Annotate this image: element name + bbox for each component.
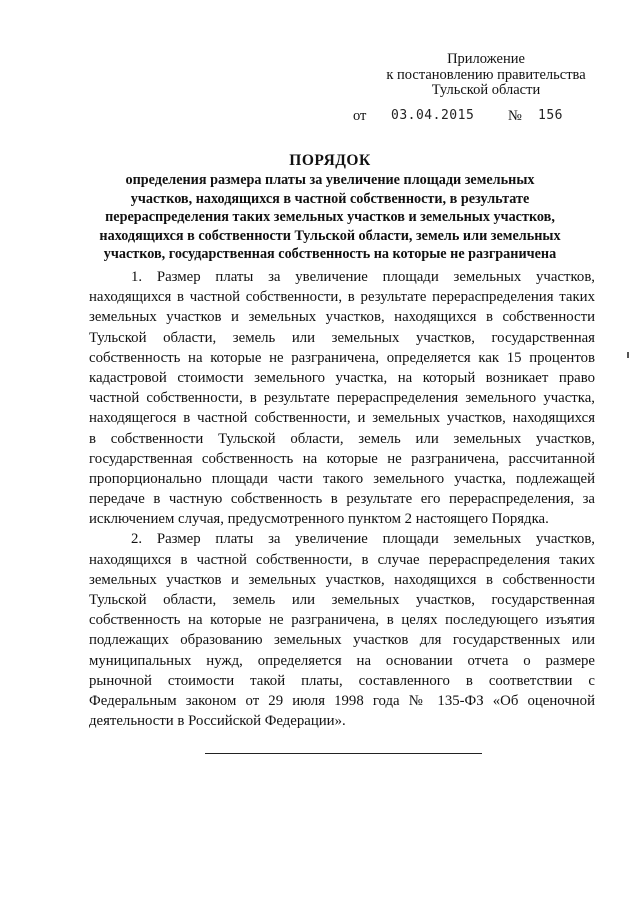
paragraph-line: подлежащих образованию земельных участков для государственных или	[89, 632, 595, 649]
paragraph-1	[89, 267, 595, 529]
paragraph-line: Тульской области, земель или земельных участков, государственная	[89, 592, 595, 608]
appendix-line: к постановлению правительства	[386, 66, 586, 83]
appendix-line: Тульской области	[431, 82, 541, 98]
scan-artifact-mark	[627, 352, 629, 358]
paragraph-line: 2. Размер платы за увеличение площади земельных участков,	[131, 531, 595, 548]
paragraph-line: 1. Размер платы за увеличение площади земельных участков,	[131, 269, 595, 285]
paragraph-line: находящегося в частной собственности, и земельных участков, находящихся	[89, 410, 595, 427]
paragraph-line: деятельности в Российской Федерации».	[89, 713, 346, 730]
paragraph-line: в собственности Тульской области, земель или земельных участков,	[89, 430, 595, 447]
document-subtitle	[70, 171, 590, 264]
paragraph-line: находящихся в частной собственности, в случае перераспределения таких	[89, 551, 595, 568]
document-body	[89, 267, 595, 731]
paragraph-line: находящихся в частной собственности, в результате перераспределения таких	[89, 289, 595, 306]
paragraph-line: пропорционально площади части такого земельного участка, подлежащей	[89, 470, 595, 487]
end-separator-line	[205, 753, 482, 754]
paragraph-line: земельных участков и земельных участков, находящихся в собственности	[89, 571, 595, 588]
paragraph-line: частной собственности, в результате перераспределения земельного участка,	[89, 390, 595, 407]
document-title-block	[70, 151, 590, 264]
paragraph-line: рыночной стоимости такой платы, составленного в соответствии с	[89, 672, 595, 689]
subtitle-line: перераспределения таких земельных участков и земельных участков,	[105, 209, 555, 225]
paragraph-line: муниципальных нужд, определяется на основании отчета о размере	[89, 652, 595, 669]
decree-number-label: №	[508, 108, 522, 124]
paragraph-line: земельных участков и земельных участков, находящихся в собственности	[89, 309, 595, 326]
paragraph-2	[89, 529, 595, 731]
decree-date-number	[353, 108, 593, 126]
paragraph-line: Федеральным законом от 29 июля 1998 года № 135-ФЗ «Об оценочной	[89, 692, 595, 709]
decree-number: 156	[538, 108, 563, 123]
document-title: ПОРЯДОК	[289, 152, 371, 169]
subtitle-line: определения размера платы за увеличение площади земельных	[125, 172, 535, 188]
appendix-header	[356, 52, 616, 99]
subtitle-line: находящихся в собственности Тульской области, земель или земельных	[99, 227, 561, 244]
appendix-line: Приложение	[447, 51, 525, 67]
decree-ot-label: от	[353, 108, 367, 124]
paragraph-line: государственная собственность на которые не разграничена, рассчитанной	[89, 450, 595, 467]
paragraph-line: собственность на которые не разграничена, определяется как 15 процентов	[89, 349, 595, 366]
paragraph-line: собственность на которые не разграничена, в целях последующего изъятия	[89, 612, 595, 629]
paragraph-line: кадастровой стоимости земельного участка, на который возникает право	[89, 369, 595, 386]
paragraph-line: исключением случая, предусмотренного пунктом 2 настоящего Порядка.	[89, 511, 549, 528]
subtitle-line: участков, государственная собственность на которые не разграничена	[103, 246, 557, 262]
paragraph-line: Тульской области, земель или земельных участков, государственная	[89, 329, 595, 346]
decree-date: 03.04.2015	[391, 108, 475, 123]
paragraph-line: передаче в частную собственность в результате его перераспределения, за	[89, 491, 595, 508]
subtitle-line: участков, находящихся в частной собственности, в результате	[130, 190, 530, 207]
